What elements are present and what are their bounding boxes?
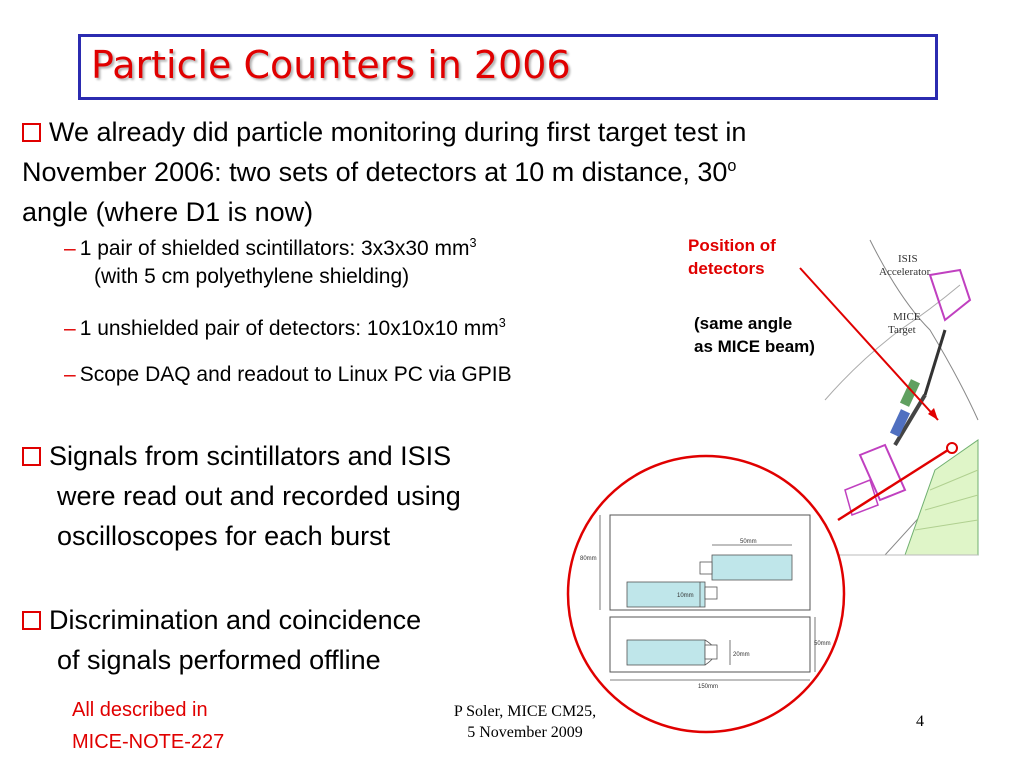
dim-20mm: 20mm	[733, 652, 750, 658]
cube-superscript: 3	[498, 316, 506, 330]
dash-icon: –	[64, 237, 76, 260]
dim-80mm: 80mm	[580, 556, 597, 562]
shielding-schematic	[600, 515, 815, 680]
bullet-2-line-3: oscilloscopes for each burst	[57, 521, 391, 551]
bullet-2-line-1: Signals from scintillators and ISIS	[49, 441, 452, 471]
bullet-1-line-2: November 2006: two sets of detectors at 10 m distance, 30	[22, 157, 728, 187]
position-label-line-1: Position of	[688, 236, 776, 255]
isis-beamline-map	[815, 240, 978, 555]
sub-bullet-2-text: 1 unshielded pair of detectors: 10x10x10 mm	[79, 317, 499, 340]
bullet-1-line-3: angle (where D1 is now)	[22, 197, 314, 227]
sub-bullet-1-text: 1 pair of shielded scintillators: 3x3x30 mm	[79, 237, 470, 260]
slide-title: Particle Counters in 2006	[91, 43, 571, 87]
dim-10mm: 10mm	[677, 593, 694, 599]
bullet-3-line-2: of signals performed offline	[57, 645, 381, 675]
sub-bullet-3-text: Scope DAQ and readout to Linux PC via GPIB	[79, 363, 512, 386]
note-line-2: MICE-NOTE-227	[72, 731, 225, 753]
bullet-1-line-1: We already did particle monitoring during first target test in	[49, 117, 747, 147]
isis-label-1: ISIS	[898, 253, 918, 265]
footer-line-2: 5 November 2009	[467, 724, 583, 741]
footer-line-1: P Soler, MICE CM25,	[453, 703, 597, 720]
position-marker	[947, 443, 957, 453]
sub-bullet-1-continuation: (with 5 cm polyethylene shielding)	[94, 265, 410, 288]
bullet-3-line-1: Discrimination and coincidence	[49, 605, 422, 635]
dim-150mm: 150mm	[698, 684, 719, 690]
page-number: 4	[916, 713, 924, 730]
isis-label-2: Accelerator	[879, 266, 931, 278]
same-angle-line-1: (same angle	[694, 314, 793, 333]
mice-label-2: Target	[888, 324, 916, 336]
degree-superscript: o	[727, 157, 737, 175]
position-label-line-2: detectors	[688, 259, 765, 278]
dash-icon: –	[64, 363, 76, 386]
pointer-line	[800, 268, 938, 420]
bullet-2-line-2: were read out and recorded using	[57, 481, 461, 511]
dash-icon: –	[64, 317, 76, 340]
mice-label-1: MICE	[893, 311, 921, 323]
same-angle-line-2: as MICE beam)	[694, 337, 815, 356]
note-line-1: All described in	[72, 699, 208, 721]
dim-50mm-side: 50mm	[814, 641, 831, 647]
dim-50mm-top: 50mm	[740, 539, 757, 545]
cube-superscript: 3	[469, 236, 477, 250]
